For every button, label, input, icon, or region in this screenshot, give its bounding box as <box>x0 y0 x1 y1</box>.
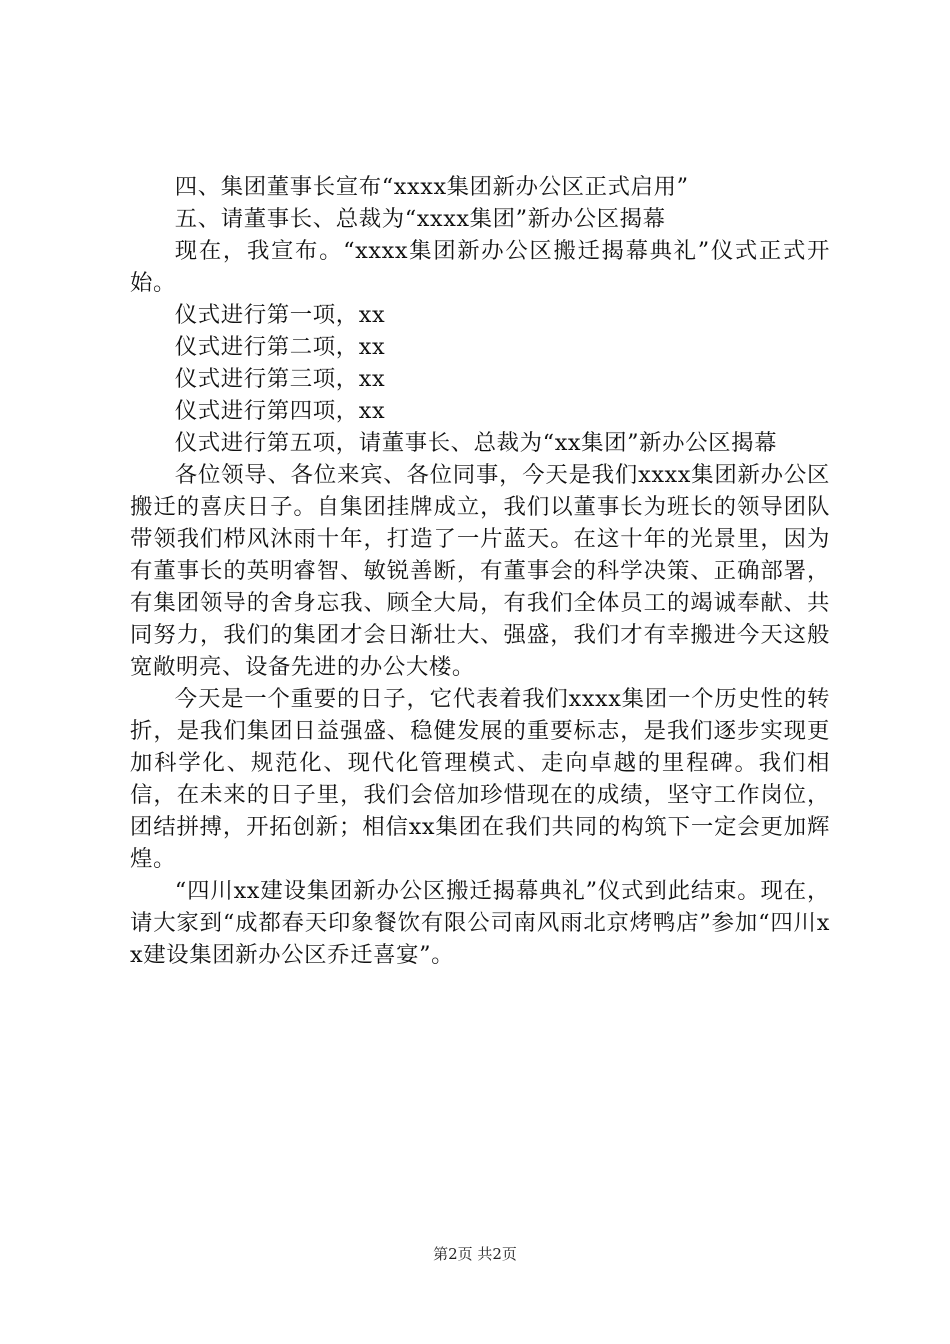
paragraph-speech: 各位领导、各位来宾、各位同事，今天是我们xxxx集团新办公区搬迁的喜庆日子。自集团挂牌成立，我们以董事长为班长的领导团队带领我们栉风沐雨十年，打造了一片蓝天。在这十年的光景里，因为有董事长的英明睿智、敏锐善断，有董事会的科学决策、正确部署，有集团领导的舍身忘我、顾全大局，有我们全体员工的竭诚奉献、共同努力，我们的集团才会日渐壮大、强盛，我们才有幸搬进今天这般宽敞明亮、设备先进的办公大楼。 <box>130 462 830 680</box>
paragraph-item-5: 仪式进行第五项，请董事长、总裁为“xx集团”新办公区揭幕 <box>174 430 778 456</box>
paragraph-item-1: 仪式进行第一项，xx <box>174 302 386 328</box>
paragraph-opening: 现在，我宣布。“xxxx集团新办公区搬迁揭幕典礼”仪式正式开始。 <box>130 238 830 296</box>
paragraph-item-3: 仪式进行第三项，xx <box>174 366 386 392</box>
paragraph-item-4: 仪式进行第四项，xx <box>174 398 386 424</box>
paragraph-announcement-4: 四、集团董事长宣布“xxxx集团新办公区正式启用” <box>174 174 689 200</box>
document-body <box>130 171 830 971</box>
page-footer: 第2页 共2页 <box>433 1245 517 1263</box>
paragraph-significance: 今天是一个重要的日子，它代表着我们xxxx集团一个历史性的转折，是我们集团日益强盛、稳健发展的重要标志，是我们逐步实现更加科学化、规范化、现代化管理模式、走向卓越的里程碑。我们相信，在未来的日子里，我们会倍加珍惜现在的成绩，坚守工作岗位，团结拼搏，开拓创新；相信xx集团在我们共同的构筑下一定会更加辉煌。 <box>130 686 830 872</box>
paragraph-announcement-5: 五、请董事长、总裁为“xxxx集团”新办公区揭幕 <box>174 206 666 232</box>
paragraph-item-2: 仪式进行第二项，xx <box>174 334 386 360</box>
paragraph-closing: “四川xx建设集团新办公区搬迁揭幕典礼”仪式到此结束。现在，请大家到“成都春天印象餐饮有限公司南风雨北京烤鸭店”参加“四川xx建设集团新办公区乔迁喜宴”。 <box>130 878 830 968</box>
